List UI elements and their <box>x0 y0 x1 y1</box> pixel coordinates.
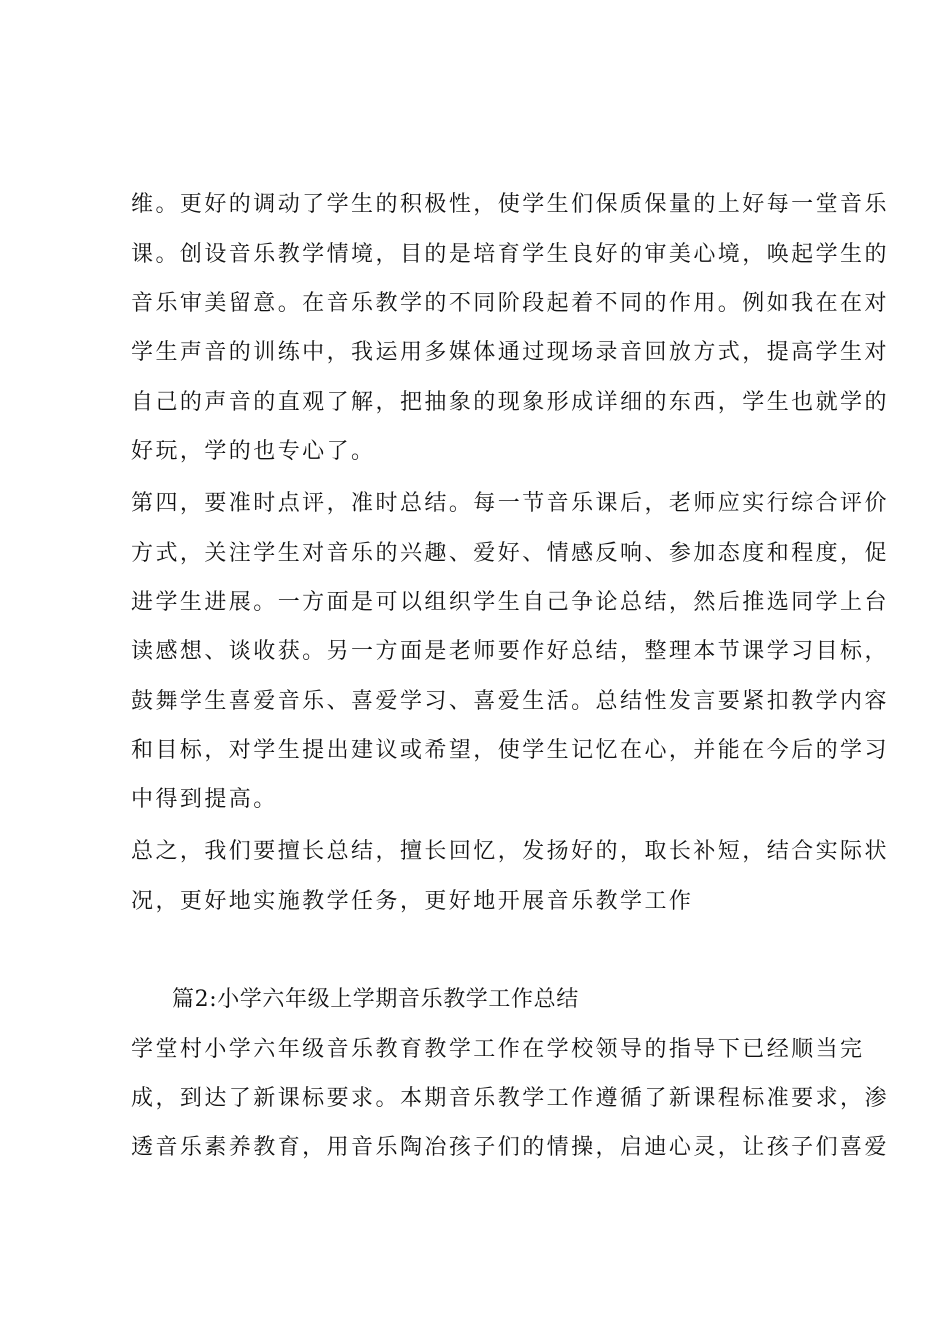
paragraph-2-line-2: 方式，关注学生对音乐的兴趣、爱好、情感反响、参加态度和程度，促 <box>131 541 889 566</box>
paragraph-2-line-5: 鼓舞学生喜爱音乐、喜爱学习、喜爱生活。总结性发言要紧扣教学内容 <box>131 689 889 714</box>
paragraph-2-line-7: 中得到提高。 <box>131 787 278 812</box>
paragraph-2-line-1: 第四，要准时点评，准时总结。每一节音乐课后，老师应实行综合评价 <box>131 491 889 516</box>
section-heading: 篇2:小学六年级上学期音乐教学工作总结 <box>172 987 579 1012</box>
paragraph-1-line-5: 自己的声音的直观了解，把抽象的现象形成详细的东西，学生也就学的 <box>131 390 889 415</box>
paragraph-4-line-1: 学堂村小学六年级音乐教育教学工作在学校领导的指导下已经顺当完 <box>131 1037 865 1062</box>
paragraph-1-line-3: 音乐审美留意。在音乐教学的不同阶段起着不同的作用。例如我在在对 <box>131 291 889 316</box>
paragraph-2-line-6: 和目标，对学生提出建议或希望，使学生记忆在心，并能在今后的学习 <box>131 738 889 763</box>
paragraph-1-line-2: 课。创设音乐教学情境，目的是培育学生良好的审美心境，唤起学生的 <box>131 242 889 267</box>
paragraph-4-line-2: 成，到达了新课标要求。本期音乐教学工作遵循了新课程标准要求，渗 <box>131 1086 889 1111</box>
paragraph-1-line-1: 维。更好的调动了学生的积极性，使学生们保质保量的上好每一堂音乐 <box>131 192 889 217</box>
paragraph-1-line-4: 学生声音的训练中，我运用多媒体通过现场录音回放方式，提高学生对 <box>131 340 889 365</box>
paragraph-1-line-6: 好玩，学的也专心了。 <box>131 439 376 464</box>
paragraph-3-line-2: 况，更好地实施教学任务，更好地开展音乐教学工作 <box>131 889 694 914</box>
paragraph-2-line-4: 读感想、谈收获。另一方面是老师要作好总结，整理本节课学习目标， <box>131 639 889 664</box>
paragraph-4-line-3: 透音乐素养教育，用音乐陶冶孩子们的情操，启迪心灵，让孩子们喜爱 <box>131 1135 889 1160</box>
paragraph-2-line-3: 进学生进展。一方面是可以组织学生自己争论总结，然后推选同学上台 <box>131 590 889 615</box>
paragraph-3-line-1: 总之，我们要擅长总结，擅长回忆，发扬好的，取长补短，结合实际状 <box>131 839 889 864</box>
